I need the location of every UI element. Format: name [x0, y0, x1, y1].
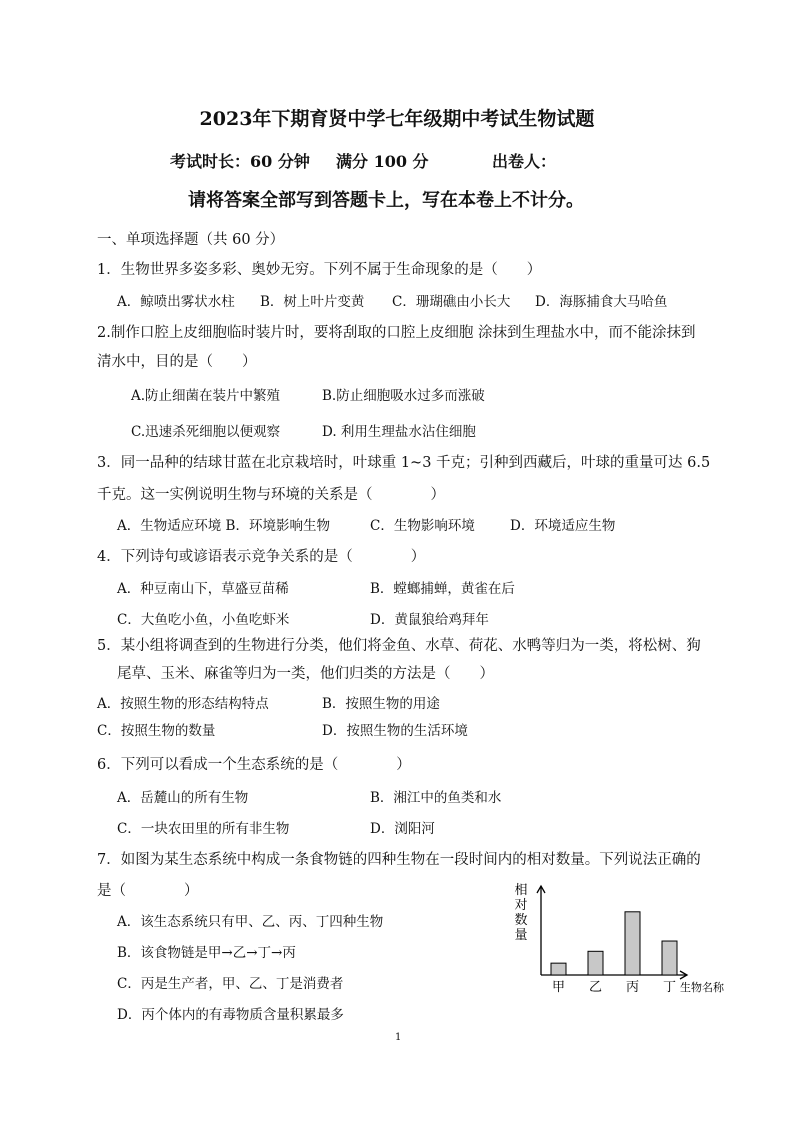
question-4-text: 4．下列诗句或谚语表示竞争关系的是（ ）: [97, 549, 426, 565]
question-5-text-line2: 尾草、玉米、麻雀等归为一类，他们归类的方法是（ ）: [117, 666, 494, 682]
question-2-text: 2.制作口腔上皮细胞临时装片时，要将刮取的口腔上皮细胞 涂抹到生理盐水中，而不能涂抹到: [97, 325, 696, 341]
x-tick-label: 丁: [662, 980, 677, 995]
question-2-option-a: A.防止细菌在装片中繁殖: [131, 388, 281, 404]
question-1-option-b: B．树上叶片变黄: [260, 294, 365, 310]
question-2-option-d: D. 利用生理盐水沾住细胞: [322, 424, 476, 440]
question-3-text: 3．同一品种的结球甘蓝在北京栽培时，叶球重 1~3 千克；引种到西藏后，叶球的重量可达 6.5: [97, 455, 711, 471]
question-6-text: 6．下列可以看成一个生态系统的是（ ）: [97, 757, 411, 773]
bar-1: [551, 963, 566, 975]
question-7-option-a: A．该生态系统只有甲、乙、丙、丁四种生物: [117, 914, 384, 930]
question-3-text-line2: 千克。这一实例说明生物与环境的关系是（ ）: [97, 487, 445, 503]
question-5-option-a: A．按照生物的形态结构特点: [97, 696, 269, 712]
question-6-option-a: A．岳麓山的所有生物: [117, 790, 249, 806]
question-7-option-b: B．该食物链是甲→乙→丁→丙: [117, 945, 296, 961]
question-3-option-d: D．环境适应生物: [510, 518, 616, 534]
question-5-option-b: B．按照生物的用途: [322, 696, 440, 712]
question-5-text: 5．某小组将调查到的生物进行分类，他们将金鱼、水草、荷花、水鸭等归为一类，将松树、狗: [97, 638, 701, 654]
question-4-option-a: A．种豆南山下，草盛豆苗稀: [117, 581, 289, 597]
question-5-option-d: D．按照生物的生活环境: [322, 723, 468, 739]
question-2-option-b: B.防止细胞吸水过多而涨破: [322, 388, 485, 404]
bar-chart-svg: [505, 878, 745, 1003]
question-7-option-c: C．丙是生产者，甲、乙、丁是消费者: [117, 976, 344, 992]
question-3-option-ab: A．生物适应环境 B．环境影响生物: [117, 518, 330, 534]
answer-notice: 请将答案全部写到答题卡上，写在本卷上不计分。: [188, 190, 584, 211]
question-4-option-d: D．黄鼠狼给鸡拜年: [370, 612, 489, 628]
bar-4: [662, 941, 677, 975]
question-6-option-c: C．一块农田里的所有非生物: [117, 821, 290, 837]
question-7-text: 7．如图为某生态系统中构成一条食物链的四种生物在一段时间内的相对数量。下列说法正确的: [97, 852, 701, 868]
question-6-option-d: D．浏阳河: [370, 821, 435, 837]
page-number: 1: [395, 1032, 402, 1043]
x-tick-label: 甲: [551, 980, 566, 995]
question-1-text: 1．生物世界多姿多彩、奥妙无穷。下列不属于生命现象的是（ ）: [97, 262, 542, 278]
exam-title: 2023年下期育贤中学七年级期中考试生物试题: [199, 108, 595, 130]
y-axis-label-char: 对: [514, 898, 528, 913]
question-5-option-c: C．按照生物的数量: [97, 723, 216, 739]
question-2-text-line2: 清水中，目的是（ ）: [97, 354, 257, 370]
bar-2: [588, 951, 603, 975]
question-2-option-c: C.迅速杀死细胞以便观察: [131, 424, 281, 440]
question-4-option-c: C．大鱼吃小鱼，小鱼吃虾米: [117, 612, 290, 628]
x-tick-label: 丙: [625, 980, 640, 995]
relative-quantity-chart: [505, 878, 745, 1003]
exam-full-score: 满分 100 分: [336, 152, 429, 171]
question-1-option-d: D．海豚捕食大马哈鱼: [535, 294, 668, 310]
exam-duration: 考试时长：60 分钟: [170, 152, 310, 171]
y-axis-label-char: 相: [514, 883, 528, 898]
y-axis-label-char: 数: [514, 913, 528, 928]
section-heading: 一、单项选择题（共 60 分）: [97, 232, 285, 248]
question-4-option-b: B．螳螂捕蝉，黄雀在后: [370, 581, 515, 597]
x-axis-label: 生物名称: [680, 981, 724, 994]
question-1-option-a: A．鲸喷出雾状水柱: [117, 294, 235, 310]
question-6-option-b: B．湘江中的鱼类和水: [370, 790, 502, 806]
question-1-option-c: C．珊瑚礁由小长大: [392, 294, 511, 310]
question-7-option-d: D．丙个体内的有毒物质含量积累最多: [117, 1007, 344, 1023]
question-3-option-c: C．生物影响环境: [370, 518, 475, 534]
bar-3: [625, 912, 640, 975]
exam-author: 出卷人：: [492, 152, 557, 171]
x-tick-label: 乙: [588, 980, 603, 995]
question-7-text-line2: 是（ ）: [97, 883, 199, 899]
y-axis-label-char: 量: [514, 928, 528, 943]
